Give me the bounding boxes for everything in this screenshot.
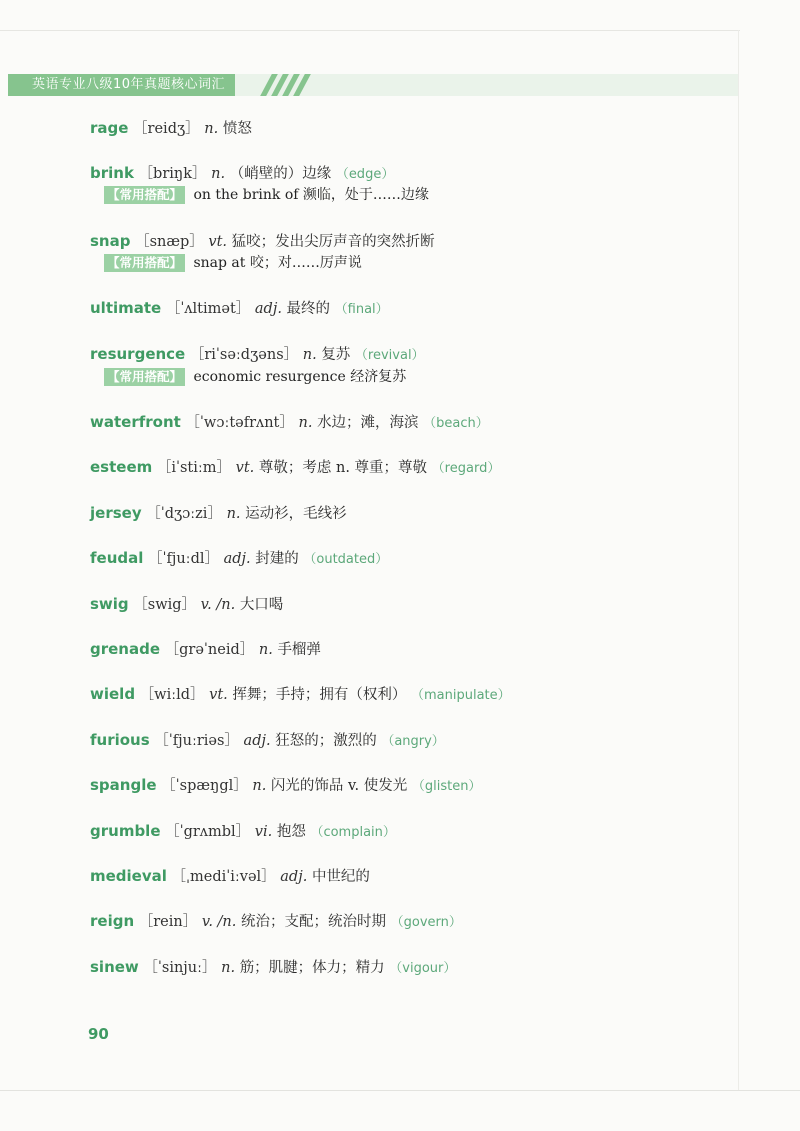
- definition: 手榴弹: [277, 642, 321, 658]
- synonym: （angry）: [381, 734, 445, 749]
- synonym: （beach）: [423, 416, 489, 431]
- page-edge-top: [0, 30, 740, 31]
- vocab-entry-ultimate: [90, 298, 389, 320]
- vocab-entry-esteem: [90, 457, 500, 479]
- collocation-snap: [104, 253, 362, 273]
- headword: jersey: [90, 504, 142, 522]
- vocab-entry-waterfront: [90, 412, 489, 434]
- vocab-entry-spangle: [90, 775, 481, 797]
- phonetic: ［ˈfjuːdl］: [148, 551, 219, 567]
- part-of-speech: n.: [258, 642, 273, 658]
- synonym: （revival）: [354, 348, 425, 363]
- definition: 中世纪的: [311, 869, 370, 885]
- phonetic: ［reidʒ］: [133, 121, 200, 137]
- phonetic: ［ˈgrʌmbl］: [165, 824, 251, 840]
- headword: resurgence: [90, 345, 186, 363]
- definition: 抱怨: [276, 824, 306, 840]
- part-of-speech: n.: [302, 347, 317, 363]
- headword: feudal: [90, 549, 144, 567]
- collocation-badge: 【常用搭配】: [104, 254, 185, 272]
- headword: swig: [90, 595, 129, 613]
- phonetic: ［iˈstiːm］: [156, 460, 232, 476]
- vocab-entry-feudal: [90, 548, 388, 570]
- collocation-badge: 【常用搭配】: [104, 186, 185, 204]
- phonetic: ［rein］: [138, 914, 198, 930]
- collocation-brink: [104, 185, 429, 205]
- definition: 尊敬；考虑 n. 尊重；尊敬: [258, 460, 428, 476]
- collocation-badge: 【常用搭配】: [104, 368, 185, 386]
- definition: 最终的: [286, 301, 331, 317]
- synonym: （complain）: [310, 825, 396, 840]
- definition: 水边；滩，海滨: [317, 415, 419, 431]
- headword: grenade: [90, 640, 161, 658]
- vocab-entry-grenade: [90, 639, 321, 661]
- part-of-speech: vt.: [209, 687, 228, 703]
- phonetic: ［ˈdʒɔːzi］: [146, 506, 222, 522]
- part-of-speech: adj.: [254, 301, 282, 317]
- definition: 猛咬；发出尖厉声音的突然折断: [231, 234, 435, 250]
- part-of-speech: n.: [252, 778, 267, 794]
- headword: furious: [90, 731, 150, 749]
- definition: 闪光的饰品 v. 使发光: [270, 778, 408, 794]
- vocab-entry-swig: [90, 594, 283, 616]
- definition: 大口喝: [239, 597, 284, 613]
- vocab-entry-snap: [90, 231, 435, 253]
- phonetic: ［riˈsəːdʒəns］: [189, 347, 299, 363]
- phonetic: ［ˈfjuːriəs］: [154, 733, 239, 749]
- part-of-speech: vi.: [254, 824, 273, 840]
- part-of-speech: n.: [226, 506, 241, 522]
- definition: 狂怒的；激烈的: [275, 733, 377, 749]
- definition: 复苏: [321, 347, 351, 363]
- synonym: （outdated）: [303, 552, 389, 567]
- vocab-entry-grumble: [90, 821, 396, 843]
- vocab-entry-resurgence: [90, 344, 425, 366]
- part-of-speech: n.: [298, 415, 313, 431]
- part-of-speech: vt.: [235, 460, 255, 476]
- running-header-title: 英语专业八级10年真题核心词汇: [8, 74, 235, 96]
- part-of-speech: v. /n.: [201, 914, 237, 930]
- headword: snap: [90, 232, 131, 250]
- headword: wield: [90, 685, 136, 703]
- headword: rage: [90, 119, 129, 137]
- vocab-entry-reign: [90, 911, 462, 933]
- collocation-text: on the brink of 濒临，处于……边缘: [193, 187, 429, 203]
- definition: 封建的: [255, 551, 299, 567]
- page-number: 90: [88, 1025, 109, 1043]
- phonetic: ［ˌmediˈiːvəl］: [171, 869, 276, 885]
- headword: brink: [90, 164, 134, 182]
- phonetic: ［ˈwɔːtəfrʌnt］: [185, 415, 294, 431]
- vocab-entry-wield: [90, 684, 511, 706]
- vocab-entry-rage: [90, 118, 252, 140]
- page-edge-right: [738, 30, 739, 1090]
- part-of-speech: adj.: [223, 551, 251, 567]
- phonetic: ［ˈsinjuː］: [143, 960, 217, 976]
- vocab-entry-furious: [90, 730, 445, 752]
- definition: 挥舞；手持；拥有（权利）: [232, 687, 407, 703]
- headword: ultimate: [90, 299, 162, 317]
- part-of-speech: n.: [204, 121, 219, 137]
- phonetic: ［swig］: [133, 597, 197, 613]
- collocation-text: snap at 咬；对……厉声说: [193, 255, 362, 271]
- synonym: （vigour）: [389, 961, 457, 976]
- headword: waterfront: [90, 413, 181, 431]
- synonym: （regard）: [431, 461, 501, 476]
- phonetic: ［wiːld］: [139, 687, 205, 703]
- headword: spangle: [90, 776, 157, 794]
- definition: 愤怒: [222, 121, 252, 137]
- phonetic: ［snæp］: [135, 234, 204, 250]
- headword: medieval: [90, 867, 167, 885]
- vocab-entry-jersey: [90, 503, 347, 525]
- synonym: （edge）: [335, 167, 395, 182]
- definition: 运动衫，毛线衫: [245, 506, 347, 522]
- vocab-entry-brink: [90, 163, 394, 185]
- collocation-text: economic resurgence 经济复苏: [193, 369, 407, 385]
- synonym: （final）: [334, 302, 389, 317]
- synonym: （glisten）: [411, 779, 482, 794]
- definition: （峭壁的）边缘: [229, 166, 332, 182]
- collocation-resurgence: [104, 367, 406, 387]
- phonetic: ［briŋk］: [138, 166, 207, 182]
- headword: grumble: [90, 822, 161, 840]
- part-of-speech: v. /n.: [200, 597, 236, 613]
- definition: 筋；肌腱；体力；精力: [239, 960, 385, 976]
- phonetic: ［ˈspæŋgl］: [161, 778, 248, 794]
- part-of-speech: vt.: [208, 234, 228, 250]
- part-of-speech: n.: [211, 166, 226, 182]
- vocab-entry-sinew: [90, 957, 456, 979]
- page-edge-bottom: [0, 1090, 800, 1091]
- headword: esteem: [90, 458, 153, 476]
- phonetic: ［ˈʌltimət］: [165, 301, 251, 317]
- part-of-speech: adj.: [280, 869, 308, 885]
- headword: reign: [90, 912, 135, 930]
- headword: sinew: [90, 958, 139, 976]
- definition: 统治；支配；统治时期: [241, 914, 386, 930]
- vocab-entry-medieval: [90, 866, 370, 888]
- part-of-speech: n.: [221, 960, 236, 976]
- part-of-speech: adj.: [243, 733, 271, 749]
- phonetic: ［grəˈneid］: [164, 642, 255, 658]
- synonym: （govern）: [390, 915, 462, 930]
- synonym: （manipulate）: [411, 688, 511, 703]
